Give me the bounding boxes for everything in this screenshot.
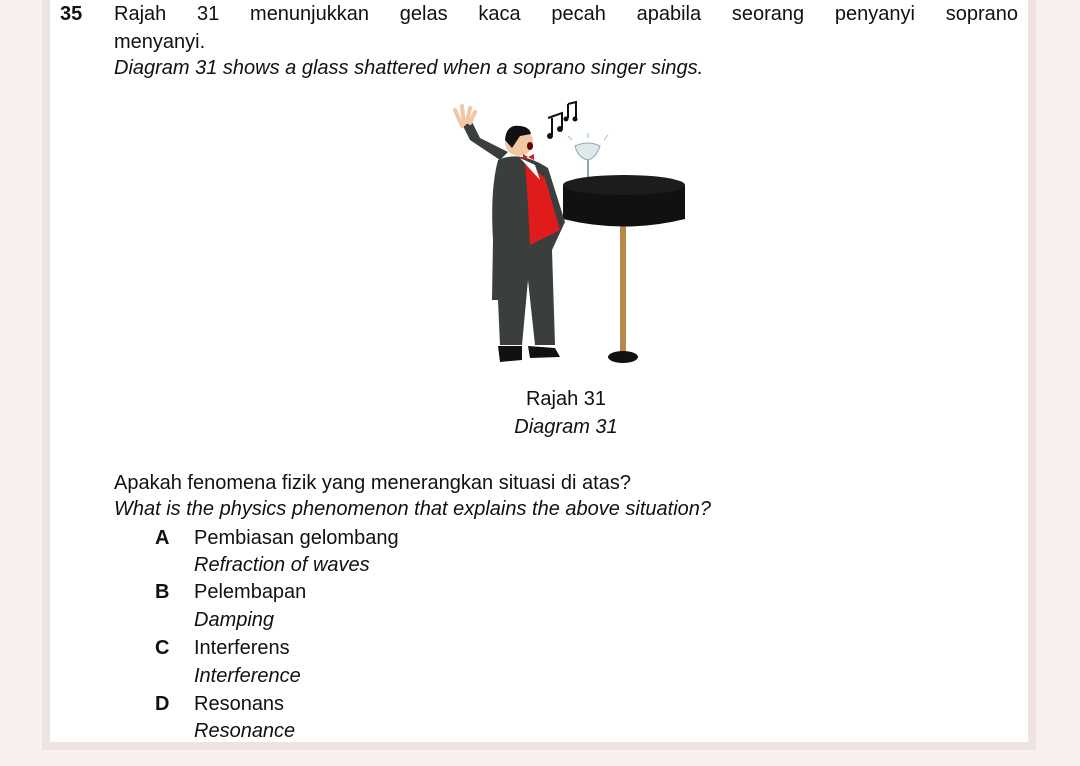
option-text-ms: Pelembapan xyxy=(194,581,307,603)
option-text-en: Damping xyxy=(194,609,275,631)
option-text-en: Resonance xyxy=(194,720,296,742)
music-notes-icon xyxy=(547,102,578,139)
option-letter: A xyxy=(155,527,170,549)
intro-ms-line2: menyanyi. xyxy=(114,31,206,53)
singer-glass-illustration xyxy=(440,95,700,370)
option-letter: C xyxy=(155,637,170,659)
prompt-ms: Apakah fenomena fizik yang menerangkan situasi di atas? xyxy=(114,472,631,494)
intro-en: Diagram 31 shows a glass shattered when a soprano singer sings. xyxy=(114,57,704,79)
option-letter: B xyxy=(155,581,170,603)
figure-caption-ms: Rajah 31 xyxy=(525,388,607,410)
option-text-ms: Interferens xyxy=(194,637,290,659)
option-text-en: Refraction of waves xyxy=(194,554,370,576)
question-number: 35 xyxy=(60,3,83,25)
option-text-en: Interference xyxy=(194,665,301,687)
option-letter: D xyxy=(155,693,170,715)
figure-caption-en: Diagram 31 xyxy=(514,416,618,438)
table xyxy=(563,175,685,363)
intro-ms-line1: Rajah 31 menunjukkan gelas kaca pecah apabila seorang penyanyi soprano xyxy=(114,3,1018,25)
option-text-ms: Pembiasan gelombang xyxy=(194,527,399,549)
prompt-en: What is the physics phenomenon that explains the above situation? xyxy=(114,498,712,520)
singer xyxy=(455,106,565,362)
option-text-ms: Resonans xyxy=(194,693,285,715)
